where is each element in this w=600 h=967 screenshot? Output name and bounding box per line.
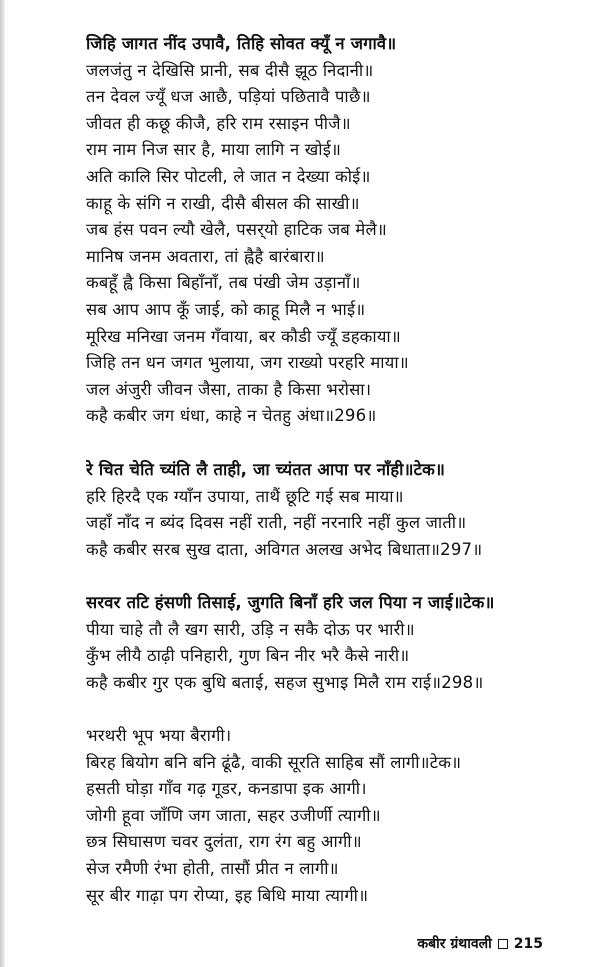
verse-line: जोगी हूवा जाँणि जग जाता, सहर उजीर्णी त्यागी॥: [86, 805, 381, 825]
verse-line: जलजंतु न देखिसि प्रानी, सब दीसै झूठ निदानी॥: [86, 60, 374, 80]
page-spine-edge: [0, 0, 5, 967]
pada-299: [86, 723, 556, 909]
verse-line: जल अंजुरी जीवन जैसा, ताका है किसा भरोसा।: [86, 379, 372, 399]
page-number: 215: [513, 935, 543, 952]
verse-line: कुँभ लीयै ठाढ़ी पनिहारी, गुण बिन नीर भरै कैसे नारी॥: [86, 646, 410, 666]
verse-line: काहू के संगि न राखी, दीसै बीसल की साखी॥: [86, 193, 360, 213]
page-footer: [417, 934, 543, 953]
square-bullet-icon: [498, 939, 508, 949]
verse-line: जिहि जागत नींद उपावै, तिहि सोवत क्यूँ न जगावै॥: [86, 34, 397, 53]
verse-line: कबहूँ ह्वै किसा बिहाँनाँ, तब पंखी जेम उड़ानाँ॥: [86, 273, 361, 293]
verse-line: जिहि तन धन जगत भुलाया, जग राख्यो परहरि माया॥: [86, 353, 409, 373]
verse-line: तन देवल ज्यूँ धज आछै, पड़ियां पछितावै पाछै॥: [86, 87, 371, 107]
book-title: कबीर ग्रंथावली: [417, 936, 492, 952]
verse-line: पीया चाहे तौ लै खग सारी, उड़ि न सकै दोऊ पर भारी॥: [86, 619, 415, 639]
pada-296: [86, 31, 556, 430]
verse-line: राम नाम निज सार है, माया लागि न खोई॥: [86, 140, 342, 160]
verse-line: जीवत ही कछू कीजै, हरि राम रसाइन पीजै॥: [86, 113, 351, 133]
pada-298: [86, 590, 556, 696]
verse-line: कहै कबीर सरब सुख दाता, अविगत अलख अभेद बिधाता॥297॥: [86, 539, 483, 559]
verse-line: कहै कबीर जग धंधा, काहे न चेतहु अंधा॥296॥: [86, 406, 377, 426]
verse-line: कहै कबीर गुर एक बुधि बताई, सहज सुभाइ मिलै राम राई॥298॥: [86, 672, 484, 692]
verse-line: हसती घोड़ा गाँव गढ़ गूडर, कनडापा इक आगी।: [86, 779, 367, 799]
verse-line: छत्र सिघासण चवर दुलंता, राग रंग बहु आगी॥: [86, 832, 362, 852]
verse-line: सरवर तटि हंसणी तिसाई, जुगति बिनाँ हरि जल पिया न जाई॥टेक॥: [86, 593, 495, 612]
verse-line: रे चित चेति च्यंति लै ताही, जा च्यंतत आपा पर नाँही॥टेक॥: [86, 460, 446, 479]
verse-line: सेज रमैणी रंभा होती, तासौं प्रीत न लागी॥: [86, 858, 339, 878]
verse-line: सूर बीर गाढ़ा पग रोप्या, इह बिधि माया त्यागी॥: [86, 885, 369, 905]
verse-line: बिरह बियोग बनि बनि ढूंढै, वाकी सूरति साहिब सौं लागी॥टेक॥: [86, 752, 462, 772]
verse-line: मूरिख मनिखा जनम गँवाया, बर कौडी ज्यूँ डहकाया॥: [86, 326, 401, 346]
pada-297: [86, 457, 556, 563]
verse-line: अति कालि सिर पोटली, ले जात न देख्या कोई॥: [86, 166, 371, 186]
verse-line: जब हंस पवन ल्यौ खेलै, पसर्‌यो हाटिक जब मेलै॥: [86, 220, 387, 240]
verse-line: मानिष जनम अवतारा, तां ह्वैहै बारंबारा॥: [86, 246, 325, 266]
verse-line: हरि हिरदै एक ग्याँन उपाया, ताथैं छूटि गई सब माया॥: [86, 486, 404, 506]
verse-line: सब आप आप कूँ जाई, को काहू मिलै न भाई॥: [86, 299, 366, 319]
verse-line: भरथरी भूप भया बैरागी।: [86, 726, 232, 745]
verse-line: जहाँ नाँद न ब्यंद दिवस नहीं राती, नहीं नरनारि नहीं कुल जाती॥: [86, 513, 467, 533]
